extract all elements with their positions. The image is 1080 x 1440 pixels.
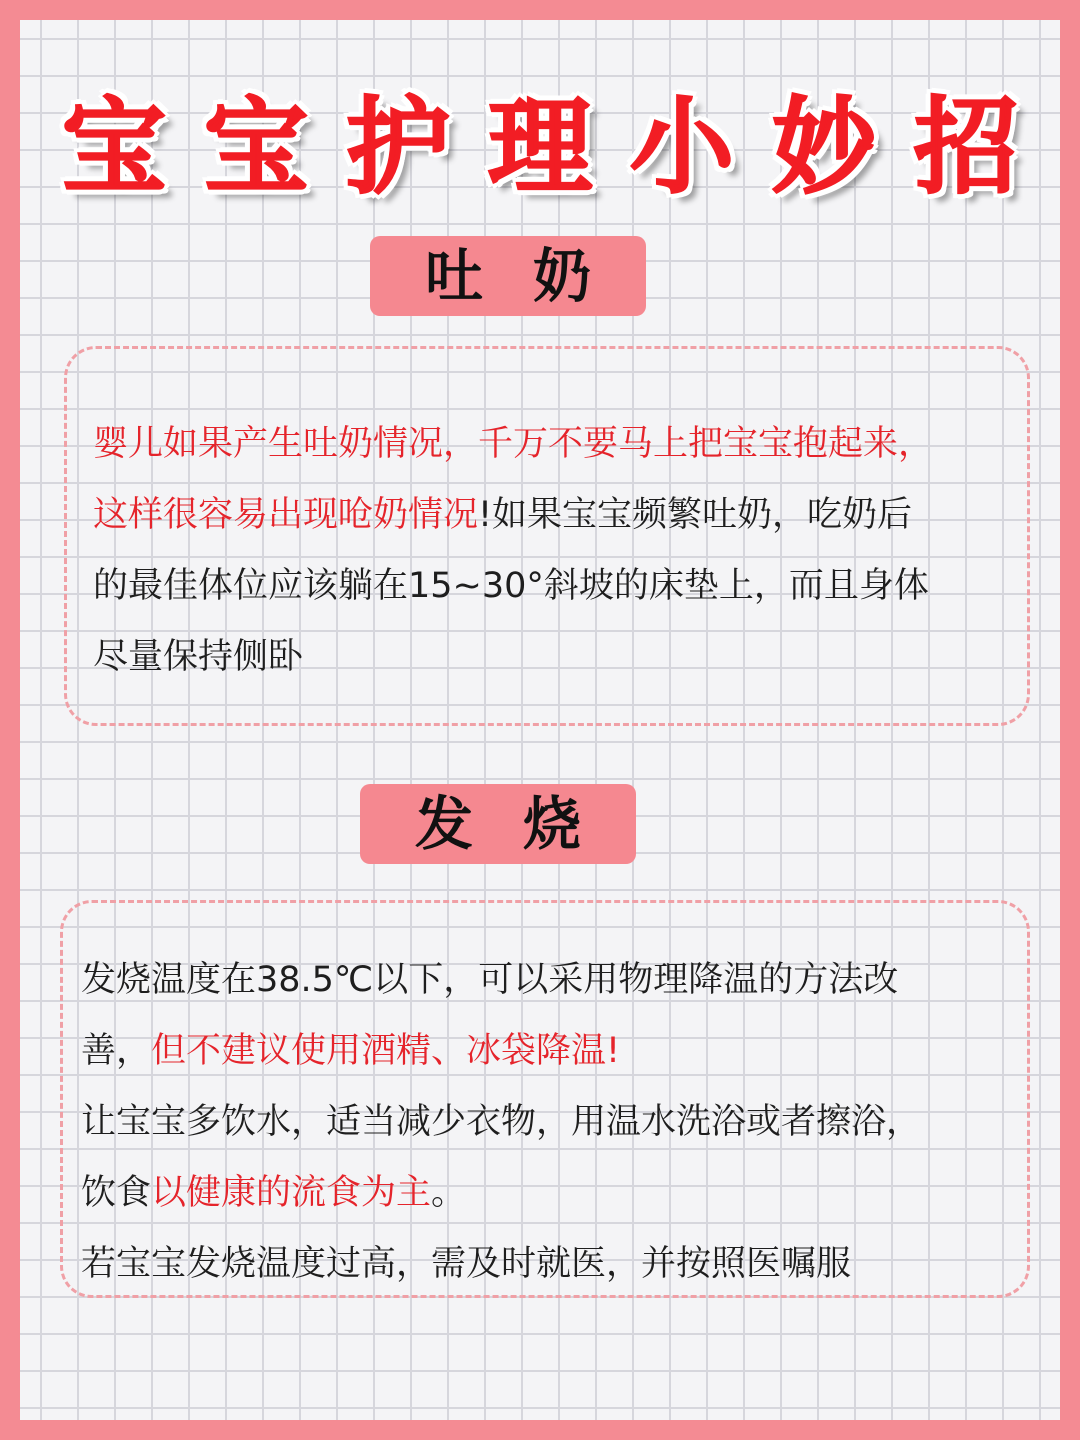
page-title: 宝宝护理小妙招 bbox=[61, 86, 1056, 208]
text-segment: 。 bbox=[431, 1173, 467, 1213]
card-line bbox=[81, 1087, 1011, 1158]
card-line bbox=[93, 409, 1011, 480]
card-line bbox=[93, 622, 1011, 693]
text-segment: 尽量保持侧卧 bbox=[93, 637, 304, 677]
card-line bbox=[93, 480, 1011, 551]
text-segment: 以健康的流食为主 bbox=[151, 1173, 432, 1213]
text-segment: 发烧温度在38.5℃以下，可以采用物理降温的方法改 bbox=[81, 960, 899, 1000]
text-segment: 让宝宝多饮水，适当减少衣物，用温水洗浴或者擦浴， bbox=[81, 1102, 922, 1142]
text-segment: 婴儿如果产生吐奶情况，千万不要马上把宝宝抱起来， bbox=[93, 424, 934, 464]
card-line bbox=[81, 1158, 1011, 1229]
card-fever bbox=[60, 900, 1030, 1298]
section-label-spit-up: 吐奶 bbox=[370, 236, 646, 316]
card-line bbox=[81, 945, 1011, 1016]
text-segment: 但不建议使用酒精、冰袋降温! bbox=[151, 1031, 621, 1071]
card-line bbox=[93, 551, 1011, 622]
card-spit-up bbox=[64, 346, 1030, 726]
card-line bbox=[81, 1016, 1011, 1087]
text-segment: !如果宝宝频繁吐奶，吃奶后 bbox=[478, 495, 913, 535]
text-segment: 这样很容易出现呛奶情况 bbox=[93, 495, 479, 535]
text-segment: 饮食 bbox=[81, 1173, 152, 1213]
text-segment: 若宝宝发烧温度过高，需及时就医，并按照医嘱服 bbox=[81, 1244, 852, 1284]
section-label-fever: 发烧 bbox=[360, 784, 636, 864]
text-segment: 的最佳体位应该躺在15~30°斜坡的床垫上，而且身体 bbox=[93, 566, 929, 606]
card-line bbox=[81, 1229, 1011, 1300]
text-segment: 善， bbox=[81, 1031, 152, 1071]
